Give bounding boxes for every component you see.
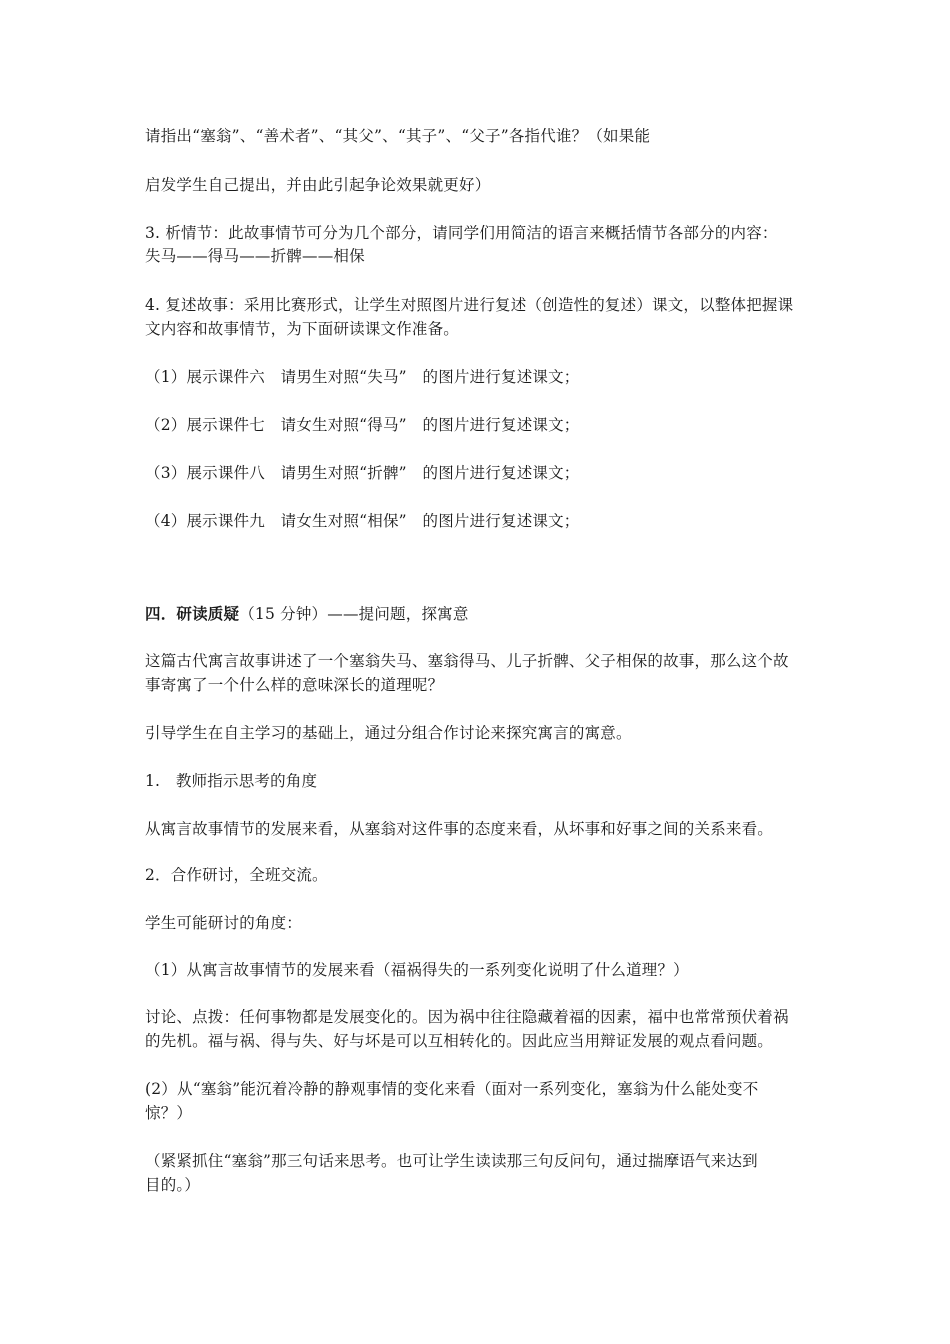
retell-line-1: 4. 复述故事：采用比赛形式，让学生对照图片进行复述（创造性的复述）课文，以整体把握课 bbox=[145, 296, 794, 314]
plot-summary-line: 失马——得马——折髀——相保 bbox=[145, 247, 365, 265]
angles-line: 从寓言故事情节的发展来看，从塞翁对这件事的态度来看，从坏事和好事之间的关系来看。 bbox=[145, 820, 774, 838]
intro-line-2: 事寄寓了一个什么样的意味深长的道理呢？ bbox=[145, 676, 444, 694]
pronoun-question-continued: 启发学生自己提出，并由此引起争论效果就更好） bbox=[145, 176, 491, 194]
guide-line: 引导学生在自主学习的基础上，通过分组合作讨论来探究寓言的寓意。 bbox=[145, 724, 632, 742]
angle-1-line: （1）从寓言故事情节的发展来看（福祸得失的一系列变化说明了什么道理？） bbox=[145, 961, 689, 979]
intro-line-1: 这篇古代寓言故事讲述了一个塞翁失马、塞翁得马、儿子折髀、父子相保的故事，那么这个故 bbox=[145, 652, 789, 670]
angle-2-line-1: (2）从“塞翁”能沉着冷静的静观事情的变化来看（面对一系列变化，塞翁为什么能处变不 bbox=[145, 1080, 759, 1098]
list-item: （1）展示课件六 请男生对照“失马” 的图片进行复述课文； bbox=[145, 368, 580, 386]
possible-angles-line: 学生可能研讨的角度： bbox=[145, 914, 303, 932]
section-heading-subtitle: （15 分钟）——提问题，探寓意 bbox=[239, 605, 469, 623]
hint-line-1: （紧紧抓住“塞翁”那三句话来思考。也可让学生读读那三句反问句，通过揣摩语气来达到 bbox=[145, 1152, 758, 1170]
hint-line-2: 目的。） bbox=[145, 1176, 201, 1194]
plot-analysis-line: 3. 析情节：此故事情节可分为几个部分，请同学们用简洁的语言来概括情节各部分的内容： bbox=[145, 224, 778, 242]
list-item: （3）展示课件八 请男生对照“折髀” 的图片进行复述课文； bbox=[145, 464, 580, 482]
angle-2-line-2: 惊？） bbox=[145, 1104, 193, 1122]
step-1-line: 1. 教师指示思考的角度 bbox=[145, 772, 318, 790]
list-item: （4）展示课件九 请女生对照“相保” 的图片进行复述课文； bbox=[145, 512, 580, 530]
section-heading bbox=[145, 602, 815, 626]
list-item: （2）展示课件七 请女生对照“得马” 的图片进行复述课文； bbox=[145, 416, 580, 434]
section-heading-title: 四．研读质疑 bbox=[145, 604, 240, 623]
retell-line-2: 文内容和故事情节，为下面研读课文作准备。 bbox=[145, 320, 460, 338]
discussion-line-1: 讨论、点拨：任何事物都是发展变化的。因为祸中往往隐藏着福的因素，福中也常常预伏着祸 bbox=[145, 1008, 789, 1026]
step-2-line: 2．合作研讨，全班交流。 bbox=[145, 866, 328, 884]
pronoun-question-line: 请指出“塞翁”、“善术者”、“其父”、“其子”、“父子”各指代谁？（如果能 bbox=[145, 127, 651, 145]
discussion-line-2: 的先机。福与祸、得与失、好与坏是可以互相转化的。因此应当用辩证发展的观点看问题。 bbox=[145, 1032, 774, 1050]
